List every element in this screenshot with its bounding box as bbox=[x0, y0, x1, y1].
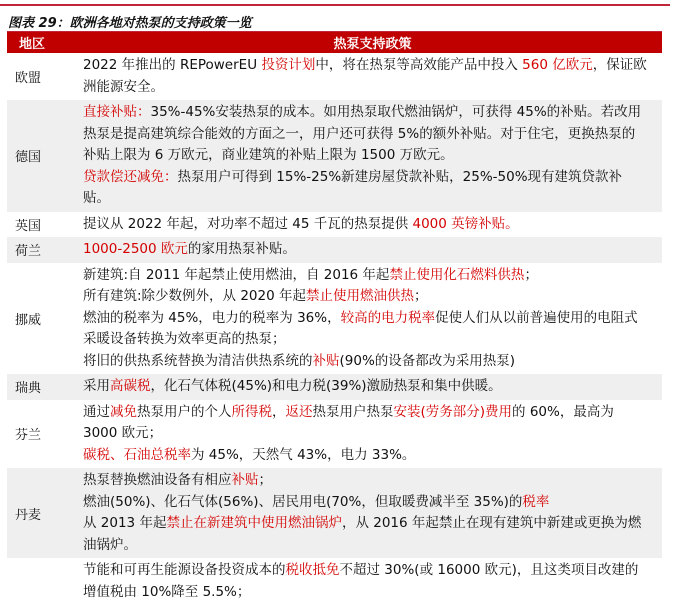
policy-paragraph bbox=[83, 265, 648, 287]
policy-text: 促使人们从以前普遍使用的电阻式采暖设备转换为效率更高的热泵； bbox=[83, 309, 638, 347]
highlighted-text: 补贴 bbox=[312, 352, 340, 369]
highlighted-text: 禁止在新建筑中使用燃油锅炉 bbox=[166, 515, 342, 531]
policy-text: 中，将在热泵等高效能产品中投入 bbox=[315, 57, 523, 73]
policy-text: ； bbox=[414, 288, 428, 304]
policy-text: 热泵用户可得到 15%-25%新建房屋贷款补贴，25%-50%现有建筑贷款补贴。 bbox=[83, 168, 623, 206]
policy-table bbox=[7, 31, 662, 605]
policy-cell bbox=[83, 558, 662, 605]
highlighted-text: 1000-2500 欧元 bbox=[83, 241, 188, 257]
policy-text: ，保证欧洲能源安全。 bbox=[83, 57, 647, 95]
policy-text: 2022 年推出的 REPowerEU bbox=[83, 57, 262, 73]
policy-text: ，化石气体税(45%)和电力税(39%)激励热泵和集中供暖。 bbox=[150, 378, 502, 394]
highlighted-text: 所得税 bbox=[231, 403, 272, 420]
policy-paragraph bbox=[83, 492, 648, 514]
policy-paragraph bbox=[83, 167, 648, 210]
policy-paragraph bbox=[83, 445, 648, 467]
highlighted-text: 禁止使用燃油供热 bbox=[306, 288, 414, 304]
top-rule bbox=[0, 4, 670, 6]
policy-cell bbox=[83, 468, 662, 558]
policy-text: 采用 bbox=[83, 378, 110, 394]
region-cell: 瑞典 bbox=[15, 381, 42, 397]
table-row bbox=[7, 558, 662, 605]
policy-cell bbox=[83, 53, 662, 100]
highlighted-text: 安装(劳务部分)费用 bbox=[393, 403, 513, 420]
figure-title: 图表 29：欧洲各地对热泵的支持政策一览 bbox=[8, 16, 252, 31]
policy-cell bbox=[83, 400, 662, 469]
table-body bbox=[7, 53, 662, 605]
table-header bbox=[7, 31, 662, 53]
policy-text: 通过 bbox=[83, 403, 110, 420]
highlighted-text: 投资计划 bbox=[261, 57, 316, 73]
region-cell: 芬兰 bbox=[15, 428, 42, 444]
table-row bbox=[7, 400, 662, 469]
highlighted-text: 560 亿欧元 bbox=[522, 57, 593, 73]
policy-cell bbox=[83, 237, 662, 263]
policy-text: 为 45%，天然气 43%，电力 33%。 bbox=[191, 446, 416, 463]
header-region: 地区 bbox=[19, 37, 46, 52]
policy-text: 燃油的税率为 45%，电力的税率为 36%， bbox=[83, 309, 341, 326]
policy-text: ； bbox=[524, 266, 538, 283]
policy-text: 提议从 2022 年起，对功率不超过 45 千瓦的热泵提供 bbox=[83, 215, 413, 232]
policy-text: 将旧的供热系统替换为清洁供热系统的 bbox=[83, 352, 313, 369]
table-row bbox=[7, 53, 662, 100]
policy-paragraph bbox=[83, 286, 648, 308]
policy-paragraph bbox=[83, 513, 648, 556]
policy-text: 热泵用户的个人 bbox=[137, 403, 232, 420]
policy-paragraph bbox=[83, 376, 648, 398]
policy-text: (90%的设备都改为采用热泵) bbox=[339, 352, 516, 369]
policy-text: ，从 2016 年起禁止在现有建筑中新建或更换为燃油锅炉。 bbox=[83, 515, 642, 553]
policy-paragraph bbox=[83, 402, 648, 445]
policy-paragraph bbox=[83, 102, 648, 167]
region-cell: 德国 bbox=[15, 150, 42, 166]
policy-paragraph bbox=[83, 55, 648, 98]
highlighted-text: 碳税、石油总税率 bbox=[83, 446, 191, 463]
policy-text: ； bbox=[258, 472, 272, 488]
highlighted-text: 返还 bbox=[285, 403, 313, 420]
highlighted-text: 补贴 bbox=[231, 472, 259, 488]
header-policy: 热泵支持政策 bbox=[333, 37, 412, 52]
policy-text: 热泵替换燃油设备有相应 bbox=[83, 472, 232, 488]
policy-text: 新建筑:自 2011 年起禁止使用燃油，自 2016 年起 bbox=[83, 266, 390, 283]
table-row bbox=[7, 212, 662, 238]
policy-text: 热泵用户热泵 bbox=[312, 403, 394, 420]
policy-text: 所有建筑:除少数例外，从 2020 年起 bbox=[83, 288, 306, 304]
region-cell: 荷兰 bbox=[15, 244, 42, 260]
highlighted-text: 禁止使用化石燃料供热 bbox=[389, 266, 525, 283]
policy-text: 节能和可再生能源设备投资成本的 bbox=[83, 562, 286, 578]
policy-text: 燃油(50%)、化石气体(56%)、居民用电(70%，但取暖费减半至 35%)的 bbox=[83, 493, 523, 510]
table-row bbox=[7, 237, 662, 263]
policy-text: 的家用热泵补贴。 bbox=[187, 241, 296, 257]
table-row bbox=[7, 100, 662, 212]
policy-text: 35%-45%安装热泵的成本。如用热泵取代燃油锅炉，可获得 45%的补贴。若改用热泵是提高建筑综合能效的方面之一，用户还可获得 5%的额外补贴。对于住宅，更换热泵的补贴上限为 6 万欧元，商业建筑的补贴上限为 1500 万欧元。 bbox=[83, 104, 642, 163]
policy-paragraph bbox=[83, 239, 648, 261]
region-cell: 欧盟 bbox=[15, 71, 42, 86]
policy-cell bbox=[83, 263, 662, 375]
highlighted-text: 4000 英镑补贴。 bbox=[412, 215, 519, 232]
region-cell: 挪威 bbox=[15, 312, 42, 328]
table-row bbox=[7, 468, 662, 558]
policy-cell bbox=[83, 100, 662, 212]
highlighted-text: 税收抵免 bbox=[285, 562, 340, 578]
policy-paragraph bbox=[83, 560, 648, 603]
policy-text: ， bbox=[272, 403, 286, 420]
policy-text: 从 2013 年起 bbox=[83, 515, 167, 531]
region-cell: 英国 bbox=[15, 218, 42, 234]
highlighted-text: 较高的电力税率 bbox=[340, 309, 436, 326]
policy-cell bbox=[83, 374, 662, 400]
table-row bbox=[7, 263, 662, 375]
policy-paragraph bbox=[83, 214, 648, 236]
highlighted-text: 贷款偿还减免： bbox=[83, 168, 178, 185]
highlighted-text: 减免 bbox=[110, 403, 137, 420]
highlighted-text: 高碳税 bbox=[110, 378, 151, 394]
policy-text: 不超过 30%(或 16000 欧元)，且这类项目改建的增值税由 10%降至 5.5%； bbox=[83, 562, 639, 600]
region-cell: 丹麦 bbox=[15, 507, 42, 523]
policy-cell bbox=[83, 212, 662, 238]
policy-paragraph bbox=[83, 470, 648, 492]
policy-text: 的 60%，最高为 3000 欧元； bbox=[83, 403, 614, 441]
policy-paragraph bbox=[83, 308, 648, 351]
table-row bbox=[7, 374, 662, 400]
policy-paragraph bbox=[83, 351, 648, 373]
highlighted-text: 税率 bbox=[522, 493, 550, 510]
highlighted-text: 直接补贴： bbox=[83, 104, 151, 120]
